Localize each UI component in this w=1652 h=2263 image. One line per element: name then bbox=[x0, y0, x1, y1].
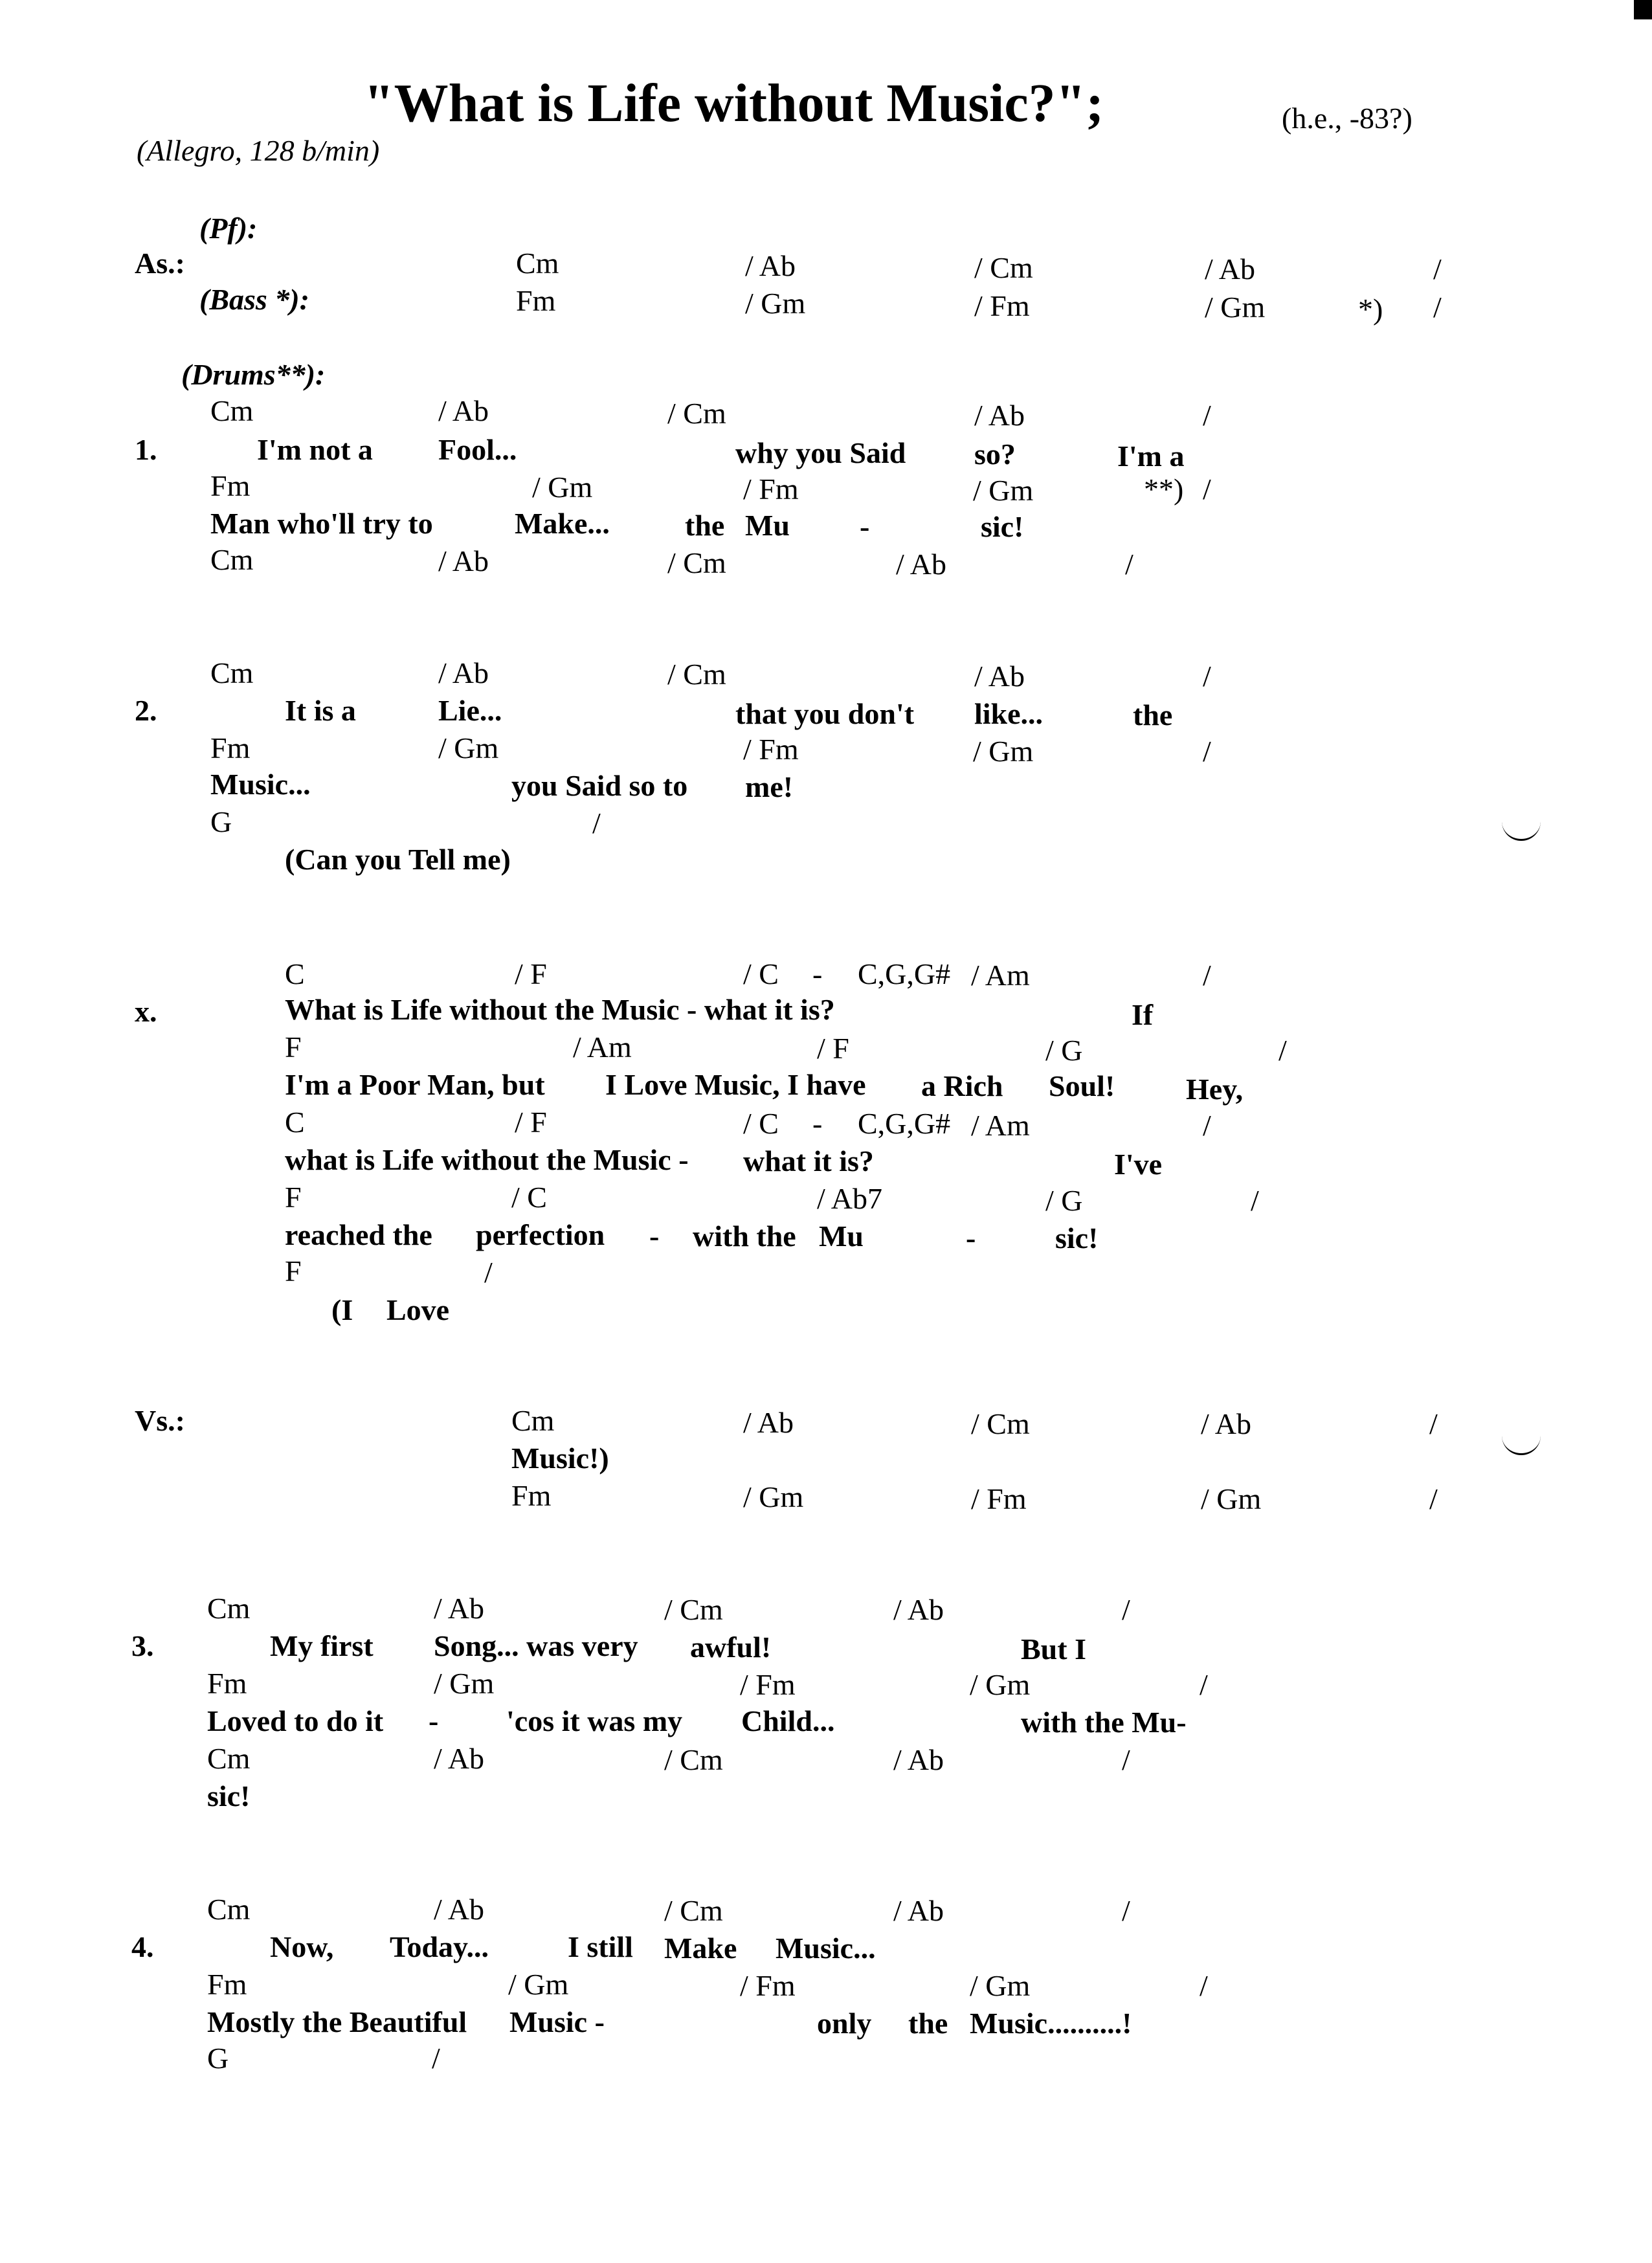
lyric: that you don't bbox=[735, 697, 915, 730]
chord: C bbox=[285, 1106, 305, 1139]
lyric: Music - bbox=[509, 2005, 605, 2038]
chord: / Cm bbox=[974, 251, 1033, 284]
bar-line: / bbox=[1122, 1593, 1130, 1626]
chord: / Gm bbox=[532, 471, 593, 504]
chord: / C bbox=[511, 1181, 547, 1214]
lyric: Mu bbox=[819, 1220, 864, 1253]
intro-label: As.: bbox=[135, 247, 185, 280]
lyric: what it is? bbox=[743, 1144, 874, 1177]
bar-line: / bbox=[1203, 473, 1211, 506]
verse-number: 3. bbox=[131, 1629, 154, 1662]
chord: Cm bbox=[210, 543, 254, 576]
song-title: "What is Life without Music?"; bbox=[364, 73, 1104, 133]
chord: / Ab bbox=[974, 660, 1025, 693]
chord: / Ab bbox=[745, 249, 796, 282]
chord: / Ab bbox=[434, 1742, 484, 1775]
scan-edge-mark bbox=[1634, 0, 1652, 19]
bar-line: / bbox=[1429, 1482, 1438, 1515]
chord: / Cm bbox=[667, 658, 726, 691]
chord: / Cm bbox=[664, 1743, 723, 1776]
chord: / Fm bbox=[743, 733, 799, 766]
chord: Fm bbox=[516, 284, 556, 317]
chord: / G bbox=[1045, 1034, 1083, 1067]
chord: Cm bbox=[511, 1404, 555, 1437]
chord: / C bbox=[743, 957, 779, 990]
scan-arc-mark bbox=[1502, 1434, 1541, 1455]
lyric: only bbox=[817, 2007, 872, 2040]
chord: / Ab bbox=[1201, 1407, 1251, 1440]
bar-line: / bbox=[1122, 1894, 1130, 1927]
verse-number: 4. bbox=[131, 1930, 154, 1963]
chord: / Am bbox=[971, 1109, 1030, 1142]
bar-line: / bbox=[1433, 291, 1442, 324]
chord: / Ab bbox=[1205, 252, 1255, 285]
chord: Cm bbox=[207, 1742, 251, 1775]
chord: C,G,G# bbox=[858, 957, 951, 990]
chord: / Cm bbox=[667, 397, 726, 430]
drums-label: (Drums**): bbox=[181, 358, 326, 391]
chord: / Gm bbox=[1205, 291, 1266, 324]
lyric: 'cos it was my bbox=[506, 1704, 683, 1737]
chord: / F bbox=[817, 1032, 849, 1065]
author-note: (h.e., -83?) bbox=[1282, 102, 1412, 135]
chord: / Gm bbox=[973, 735, 1034, 768]
chord: - bbox=[812, 1107, 823, 1140]
lyric: sic! bbox=[981, 510, 1024, 543]
chord: Fm bbox=[210, 469, 251, 502]
chord: / C bbox=[743, 1107, 779, 1140]
lyric: Love bbox=[386, 1293, 450, 1326]
chord: / Cm bbox=[664, 1593, 723, 1626]
bar-line: / bbox=[1203, 660, 1211, 693]
lyric: you Said so to bbox=[511, 769, 688, 802]
bar-line: / bbox=[1251, 1184, 1259, 1217]
chord: / Fm bbox=[740, 1969, 796, 2002]
chord: G bbox=[210, 805, 232, 838]
chord: Cm bbox=[210, 656, 254, 689]
lyric: I'm not a bbox=[257, 433, 373, 466]
chord: / Am bbox=[971, 959, 1030, 992]
lyric: If bbox=[1132, 998, 1154, 1031]
lyric: Now, bbox=[270, 1930, 334, 1963]
lyric: I still bbox=[568, 1930, 633, 1963]
chord: / Gm bbox=[743, 1480, 804, 1513]
bar-line: / bbox=[1203, 399, 1211, 432]
lyric: Man who'll try to bbox=[210, 507, 433, 540]
lyric: Mostly the Beautiful bbox=[207, 2005, 467, 2038]
bar-line: / bbox=[592, 807, 601, 840]
bar-line: / bbox=[1200, 1668, 1208, 1701]
lyric: Make... bbox=[515, 507, 610, 540]
chord: / Ab bbox=[434, 1893, 484, 1926]
chord: / Ab bbox=[434, 1592, 484, 1625]
chord: / Ab bbox=[896, 548, 946, 581]
lyric: Fool... bbox=[438, 433, 517, 466]
bar-line: / bbox=[432, 2042, 440, 2075]
chord: F bbox=[285, 1181, 302, 1214]
lyric: the bbox=[1133, 698, 1173, 731]
chord: / Fm bbox=[740, 1668, 796, 1701]
chord: Fm bbox=[210, 731, 251, 764]
bar-line: / bbox=[1278, 1034, 1287, 1067]
chord: / Gm bbox=[973, 474, 1034, 507]
chord: / Ab bbox=[893, 1894, 944, 1927]
chord: F bbox=[285, 1254, 302, 1288]
lyric: Make bbox=[664, 1932, 737, 1965]
chord: - bbox=[812, 957, 823, 990]
lyric: the bbox=[908, 2007, 948, 2040]
chord: C,G,G# bbox=[858, 1107, 951, 1140]
lyric: I Love Music, I have bbox=[605, 1068, 866, 1101]
lyric: what is Life without the Music - bbox=[285, 1143, 689, 1176]
bar-line: / bbox=[484, 1256, 493, 1289]
chord: / Fm bbox=[974, 289, 1030, 322]
lyric: - bbox=[860, 510, 870, 543]
chord: / Gm bbox=[1201, 1482, 1262, 1515]
chord: / G bbox=[1045, 1184, 1083, 1217]
lyric: (I bbox=[331, 1293, 353, 1326]
chord: / Gm bbox=[970, 1668, 1031, 1701]
lyric: Song... was very bbox=[434, 1629, 638, 1662]
bar-line: / bbox=[1203, 959, 1211, 992]
lyric: like... bbox=[974, 697, 1044, 730]
chord: / Ab bbox=[438, 656, 489, 689]
lyric: - bbox=[649, 1220, 660, 1253]
lyric: Today... bbox=[390, 1930, 489, 1963]
piano-label: (Pf): bbox=[199, 212, 258, 245]
chord: / Cm bbox=[971, 1407, 1030, 1440]
chord: / F bbox=[515, 957, 547, 990]
lyric: Music... bbox=[210, 768, 311, 801]
tempo-marking: (Allegro, 128 b/min) bbox=[137, 134, 380, 167]
lyric: - bbox=[429, 1704, 439, 1737]
chord: / Gm bbox=[434, 1667, 495, 1700]
chord: / Fm bbox=[743, 473, 799, 506]
chord: / Ab7 bbox=[817, 1182, 882, 1215]
lyric: But I bbox=[1021, 1633, 1086, 1666]
chord: / Gm bbox=[745, 287, 806, 320]
lyric: My first bbox=[270, 1629, 374, 1662]
lyric: a Rich bbox=[921, 1069, 1003, 1102]
chord: / Am bbox=[573, 1031, 632, 1064]
chord: Cm bbox=[207, 1893, 251, 1926]
bass-label: (Bass *): bbox=[199, 283, 309, 316]
lyric: the bbox=[685, 509, 725, 542]
chord: Cm bbox=[210, 394, 254, 427]
lyric: Loved to do it bbox=[207, 1704, 384, 1737]
chord: Fm bbox=[207, 1667, 247, 1700]
chord: / Ab bbox=[893, 1743, 944, 1776]
lyric: Hey, bbox=[1186, 1073, 1244, 1106]
bar-line: / bbox=[1200, 1969, 1208, 2002]
chord: / Ab bbox=[438, 544, 489, 577]
verse-number: 2. bbox=[135, 694, 157, 727]
chord: / Gm bbox=[438, 731, 499, 764]
chord: Fm bbox=[207, 1968, 247, 2001]
lyric: Music!) bbox=[511, 1442, 609, 1475]
lyric: - bbox=[966, 1221, 976, 1254]
chord: C bbox=[285, 957, 305, 990]
chord: G bbox=[207, 2042, 229, 2075]
bar-line: / bbox=[1433, 252, 1442, 285]
bar-line: / bbox=[1122, 1743, 1130, 1776]
lyric: I'm a bbox=[1117, 440, 1185, 473]
footnote-mark: *) bbox=[1358, 293, 1383, 326]
lyric: why you Said bbox=[735, 436, 906, 469]
lyric: so? bbox=[974, 438, 1016, 471]
interlude-label: Vs.: bbox=[135, 1404, 185, 1437]
lyric: Lie... bbox=[438, 694, 502, 727]
bar-line: / bbox=[1429, 1407, 1438, 1440]
chord: Cm bbox=[207, 1592, 251, 1625]
lyric: (Can you Tell me) bbox=[285, 843, 511, 876]
chord: Fm bbox=[511, 1479, 552, 1512]
chord: Cm bbox=[516, 247, 559, 280]
chord: / Cm bbox=[664, 1894, 723, 1927]
verse-number: 1. bbox=[135, 433, 157, 466]
chord: / Gm bbox=[508, 1968, 569, 2001]
lyric: awful! bbox=[690, 1631, 772, 1664]
scan-arc-mark bbox=[1502, 819, 1541, 841]
lyric: It is a bbox=[285, 694, 356, 727]
lyric: perfection bbox=[476, 1218, 605, 1251]
chord: F bbox=[285, 1031, 302, 1064]
section-label: x. bbox=[135, 995, 157, 1028]
lyric: Soul! bbox=[1049, 1069, 1115, 1102]
chord: / Cm bbox=[667, 546, 726, 579]
lyric: What is Life without the Music - what it is? bbox=[285, 993, 835, 1026]
chord: / Ab bbox=[974, 399, 1025, 432]
chord: / Ab bbox=[893, 1593, 944, 1626]
lyric: Mu bbox=[745, 509, 790, 542]
lyric: me! bbox=[745, 770, 794, 803]
chord: / Fm bbox=[971, 1482, 1027, 1515]
bar-line: / bbox=[1203, 735, 1211, 768]
lyric: sic! bbox=[207, 1779, 251, 1812]
lyric: with the bbox=[693, 1220, 796, 1253]
bar-line: / bbox=[1125, 548, 1133, 581]
lyric: sic! bbox=[1055, 1221, 1099, 1254]
lyric: I'm a Poor Man, but bbox=[285, 1068, 545, 1101]
lyric: Child... bbox=[741, 1704, 835, 1737]
chord: / F bbox=[515, 1106, 547, 1139]
lyric: Music..........! bbox=[970, 2007, 1132, 2040]
chord: / Gm bbox=[970, 1969, 1031, 2002]
bar-line: / bbox=[1203, 1109, 1211, 1142]
chord: / Ab bbox=[438, 394, 489, 427]
lyric: Music... bbox=[776, 1932, 876, 1965]
lyric: I've bbox=[1114, 1148, 1163, 1181]
lyric: reached the bbox=[285, 1218, 432, 1251]
chord: / Ab bbox=[743, 1406, 794, 1439]
lyric: with the Mu- bbox=[1021, 1706, 1187, 1739]
footnote-mark: **) bbox=[1144, 473, 1184, 506]
